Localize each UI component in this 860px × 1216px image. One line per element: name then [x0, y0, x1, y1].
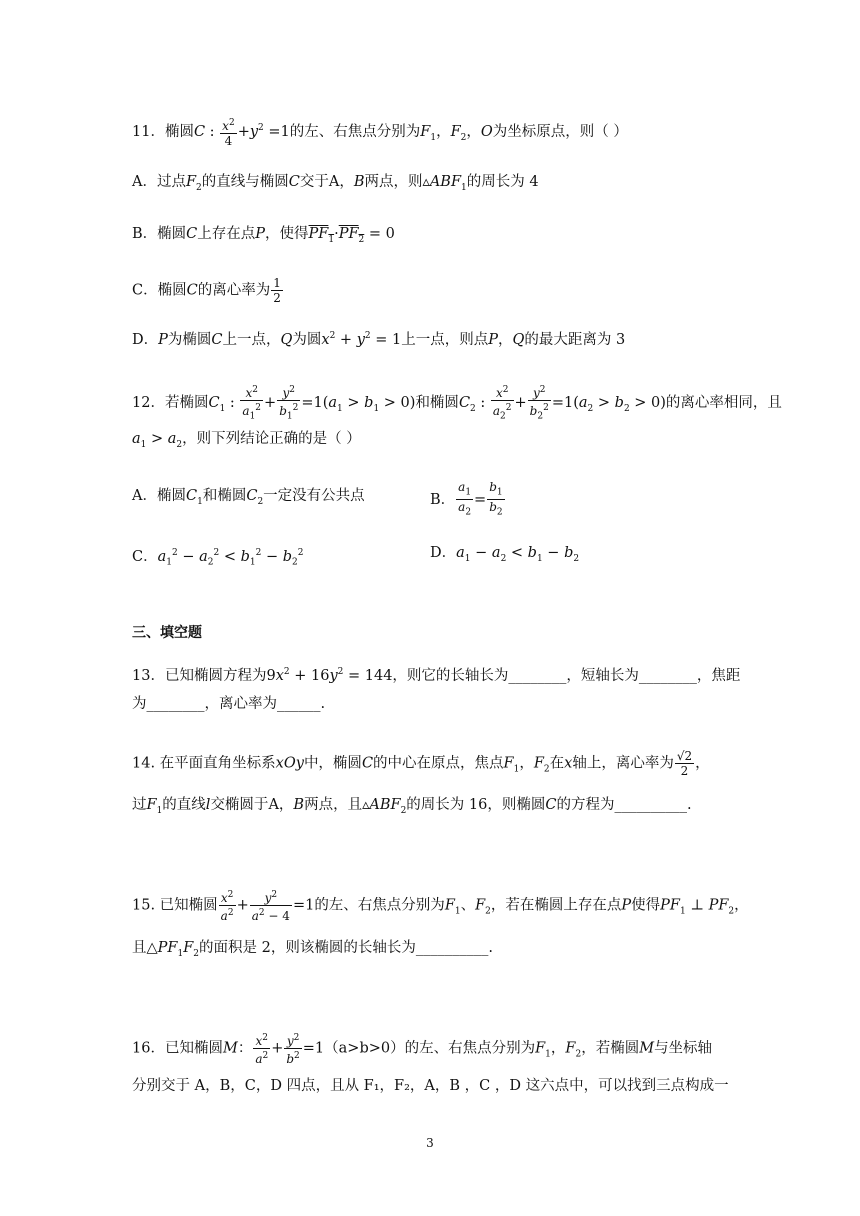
q11-option-b: B．椭圆C上存在点P，使得$PF_1\cdot PF_2 = 0$ [132, 226, 395, 245]
q13-line2: 为________，离心率为______. [132, 696, 326, 712]
q15-line1: 15. 已知椭圆 $\frac{x^2}{a^2}$ + $\frac{y^2}{a^2 - 4}$ =1的左、右焦点分别为$F_1$、$F_2$，若在椭圆上存在点P使得$PF_1$ ⊥ $PF_2$， [132, 890, 749, 923]
q15-line2: 且$\triangle PF_1F_2$的面积是 2，则该椭圆的长轴长为__________. [132, 940, 493, 959]
q13-line1: 13．已知椭圆方程为$9x^2 + 16y^2 = 144$，则它的长轴长为________，短轴长为________，焦距 [132, 667, 741, 684]
section-heading: 三、填空题 [132, 625, 202, 641]
q12-stem-line2: $a_1 > a_2$，则下列结论正确的是（ ） [132, 431, 361, 450]
q12-option-d: D．$a_1 - a_2 < b_1 - b_2$ [430, 545, 580, 564]
q11-option-a: A．过点$F_2$的直线与椭圆C交于A，B两点，则$▵ABF_1$的周长为 4 [132, 174, 539, 193]
q11-option-d: D．P为椭圆C上一点，Q为圆$x^2 + y^2 = 1$上一点，则点P，Q的最大距离为 3 [132, 331, 626, 348]
q11-option-c: C．椭圆C的离心率为 $\frac{1}{2}$ [132, 276, 281, 305]
q16-line1: 16．已知椭圆M： $\frac{x^2}{a^2}$ + $\frac{y^2}{b^2}$ =1（a>b>0）的左、右焦点分别为$F_1$，$F_2$，若椭圆M与坐标轴 [132, 1033, 713, 1066]
q11-stem: 11．椭圆C : $\frac{x^2}{4}$ $+y^2 =1$的左、右焦点分别为$F_1$，$F_2$，O为坐标原点，则（ ） [132, 118, 628, 148]
q14-line2: 过$F_1$的直线l交椭圆于A，B两点，且$▵ABF_2$的周长为 16，则椭圆C的方程为__________. [132, 797, 692, 816]
q12-option-c: C．$a_1^2 - a_2^2 < b_1^2 - b_2^2$ [132, 548, 304, 568]
q12-option-a: A．椭圆$C_1$和椭圆$C_2$一定没有公共点 [132, 488, 365, 507]
page-number: 3 [426, 1136, 434, 1150]
q12-option-b: B． $\frac{a_1}{a_2}$ = $\frac{b_1}{b_2}$ [430, 480, 503, 518]
q16-line2: 分别交于 A，B，C，D 四点，且从 F₁，F₂，A，B ，C ，D 这六点中，可以找到三点构成一 [132, 1078, 729, 1094]
q12-stem: 12．若椭圆$C_1$ : $\frac{x^2}{a_1^2}$ + $\frac{y^2}{b_1^2}$ $=1(a_1 > b_1 > 0)$和椭圆$C_2$ : $\frac{x^2}{a_2^2}$ + $\frac{y^2}{b_2^2}$ $=1(a_2 > b_2 > 0)$的离心率相同，且 [132, 385, 782, 422]
q14-line1: 14. 在平面直角坐标系xOy中，椭圆C的中心在原点，焦点$F_1$，$F_2$在x轴上，离心率为 $\frac{√2}{2}$ ， [132, 749, 710, 778]
